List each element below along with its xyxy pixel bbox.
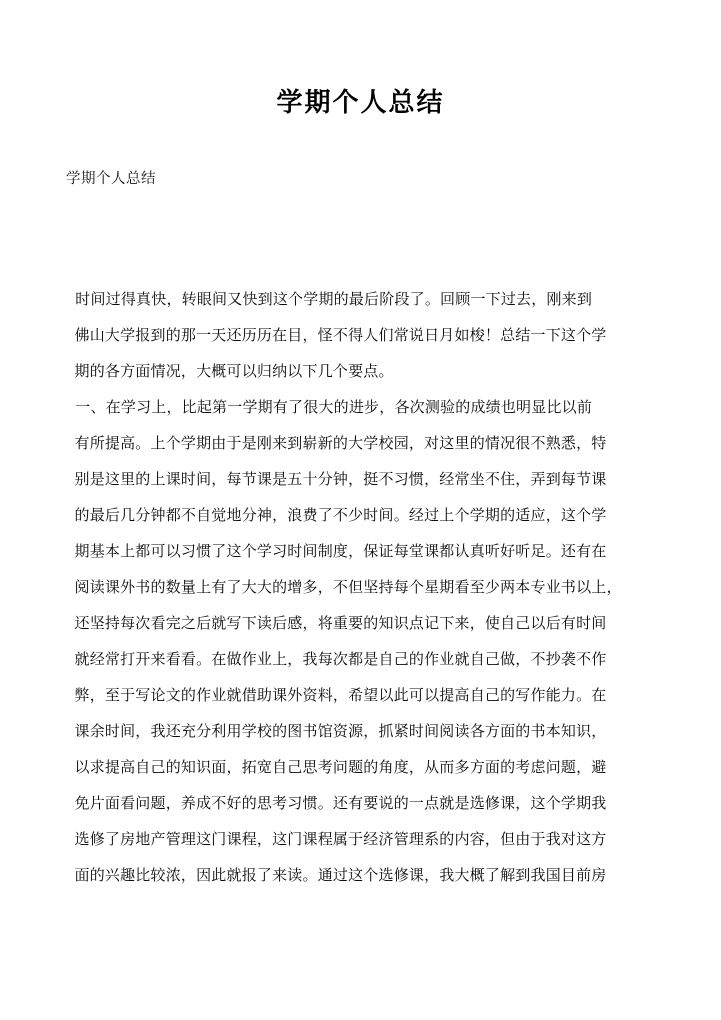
paragraph-line: 免片面看问题，养成不好的思考习惯。还有要说的一点就是选修课，这个学期我 — [74, 794, 607, 812]
paragraph-line: 就经常打开来看看。在做作业上，我每次都是自己的作业就自己做，不抄袭不作 — [74, 650, 607, 668]
paragraph-point-one — [55, 389, 667, 893]
paragraph-line: 以求提高自己的知识面，拓宽自己思考问题的角度，从而多方面的考虑问题，避 — [74, 758, 607, 776]
paragraph-line: 还坚持每次看完之后就写下读后感，将重要的知识点记下来，使自己以后有时间 — [74, 614, 607, 632]
paragraph-line: 一、在学习上，比起第一学期有了很大的进步，各次测验的成绩也明显比以前 — [75, 398, 593, 416]
paragraph-line: 阅读课外书的数量上有了大大的增多，不但坚持每个星期看至少两本专业书以上， — [74, 578, 622, 596]
document-body — [55, 281, 667, 893]
paragraph-line: 弊，至于写论文的作业就借助课外资料，希望以此可以提高自己的写作能力。在 — [74, 686, 607, 704]
paragraph-line: 的最后几分钟都不自觉地分神，浪费了不少时间。经过上个学期的适应，这个学 — [74, 506, 607, 524]
paragraph-line: 课余时间，我还充分利用学校的图书馆资源，抓紧时间阅读各方面的书本知识， — [74, 722, 607, 740]
page-title: 学期个人总结 — [276, 88, 445, 118]
paragraph-line: 别是这里的上课时间，每节课是五十分钟，挺不习惯，经常坐不住，弄到每节课 — [74, 470, 607, 488]
paragraph-intro — [55, 281, 667, 389]
paragraph-line: 有所提高。上个学期由于是刚来到崭新的大学校园，对这里的情况很不熟悉，特 — [74, 434, 607, 452]
paragraph-line: 选修了房地产管理这门课程，这门课程属于经济管理系的内容，但由于我对这方 — [74, 830, 607, 848]
paragraph-line: 佛山大学报到的那一天还历历在目，怪不得人们常说日月如梭！总结一下这个学 — [74, 326, 607, 344]
document-subtitle: 学期个人总结 — [66, 171, 156, 187]
paragraph-line: 期基本上都可以习惯了这个学习时间制度，保证每堂课都认真听好听足。还有在 — [74, 542, 607, 560]
paragraph-line: 时间过得真快，转眼间又快到这个学期的最后阶段了。回顾一下过去，刚来到 — [75, 290, 593, 308]
paragraph-line: 面的兴趣比较浓，因此就报了来读。通过这个选修课，我大概了解到我国目前房 — [74, 866, 607, 884]
paragraph-line: 期的各方面情况，大概可以归纳以下几个要点。 — [74, 362, 394, 380]
